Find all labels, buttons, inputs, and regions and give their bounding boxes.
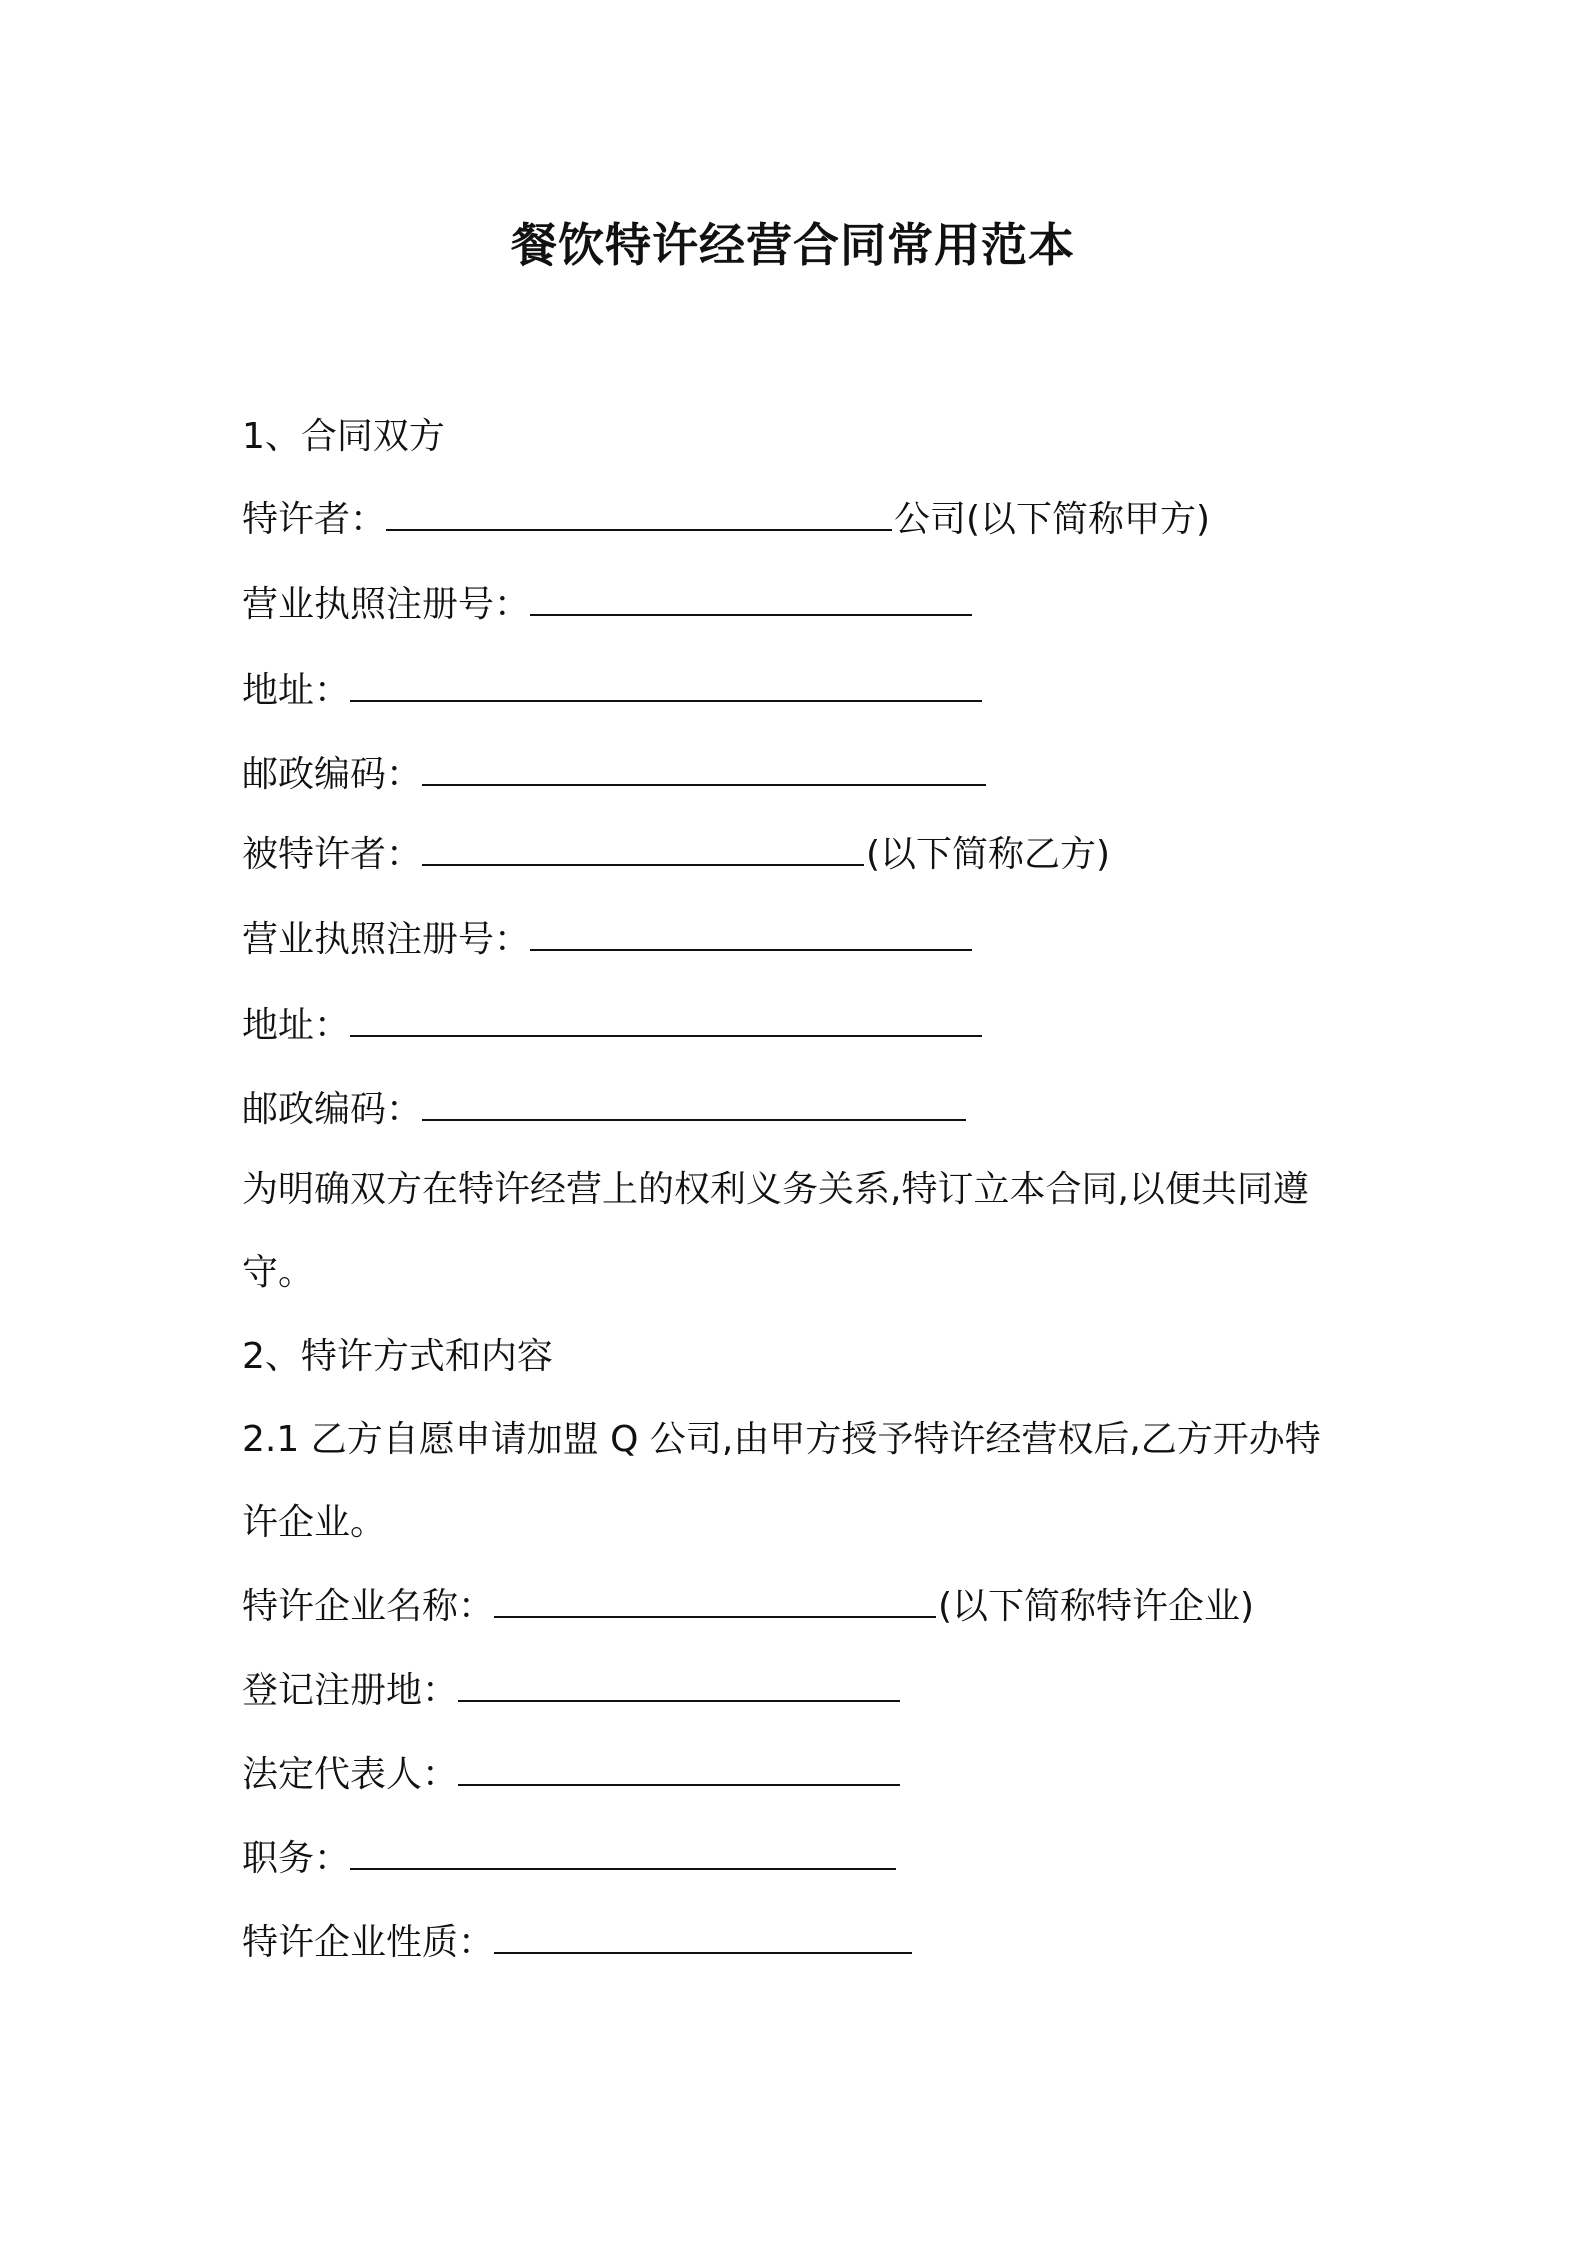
franchisor-suffix: 公司(以下简称甲方) <box>894 499 1211 540</box>
enterprise-name-suffix: (以下简称特许企业) <box>938 1586 1255 1627</box>
position-blank[interactable] <box>350 1838 896 1870</box>
postcode-label: 邮政编码： <box>242 1089 423 1130</box>
purpose-paragraph-line-1: 为明确双方在特许经营上的权利义务关系,特订立本合同,以便共同遵 <box>242 1169 1309 1210</box>
license-label: 营业执照注册号： <box>242 584 531 625</box>
postcode-label: 邮政编码： <box>242 754 423 795</box>
section-heading-franchise: 2、特许方式和内容 <box>242 1336 553 1377</box>
franchisee-row <box>242 830 1110 880</box>
enterprise-nature-blank[interactable] <box>494 1922 912 1954</box>
enterprise-name-blank[interactable] <box>494 1586 936 1618</box>
franchisor-license-blank[interactable] <box>530 584 972 616</box>
franchisee-license-blank[interactable] <box>530 919 972 951</box>
franchisor-postcode-blank[interactable] <box>422 754 986 786</box>
franchisor-label: 特许者： <box>242 499 387 540</box>
registration-place-label: 登记注册地： <box>242 1670 459 1711</box>
franchisor-address-blank[interactable] <box>350 670 982 702</box>
section-heading-parties: 1、合同双方 <box>242 416 445 457</box>
document-title: 餐饮特许经营合同常用范本 <box>511 218 1075 272</box>
address-label: 地址： <box>242 1005 351 1046</box>
franchisor-license-row <box>242 580 974 630</box>
franchisee-blank[interactable] <box>422 834 864 866</box>
address-label: 地址： <box>242 670 351 711</box>
franchisor-postcode-row <box>242 750 988 800</box>
franchisor-blank[interactable] <box>386 499 892 531</box>
enterprise-name-label: 特许企业名称： <box>242 1586 495 1627</box>
legal-rep-row <box>242 1750 902 1800</box>
franchisee-suffix: (以下简称乙方) <box>866 834 1111 875</box>
position-label: 职务： <box>242 1838 351 1879</box>
legal-rep-blank[interactable] <box>458 1754 900 1786</box>
clause-2-1-line-1: 2.1 乙方自愿申请加盟 Q 公司,由甲方授予特许经营权后,乙方开办特 <box>242 1419 1321 1460</box>
registration-place-blank[interactable] <box>458 1670 900 1702</box>
franchisee-postcode-row <box>242 1085 968 1135</box>
franchisor-address-row <box>242 666 984 716</box>
enterprise-name-row <box>242 1582 1254 1632</box>
franchisor-row <box>242 495 1210 545</box>
registration-place-row <box>242 1666 902 1716</box>
enterprise-nature-label: 特许企业性质： <box>242 1922 495 1963</box>
franchisee-label: 被特许者： <box>242 834 423 875</box>
franchisee-address-row <box>242 1001 984 1051</box>
franchisee-postcode-blank[interactable] <box>422 1089 966 1121</box>
enterprise-nature-row <box>242 1918 914 1968</box>
position-row <box>242 1834 898 1884</box>
clause-2-1-line-2: 许企业。 <box>242 1502 387 1543</box>
license-label: 营业执照注册号： <box>242 919 531 960</box>
legal-rep-label: 法定代表人： <box>242 1754 459 1795</box>
franchisee-address-blank[interactable] <box>350 1005 982 1037</box>
franchisee-license-row <box>242 915 974 965</box>
purpose-paragraph-line-2: 守。 <box>242 1252 315 1293</box>
